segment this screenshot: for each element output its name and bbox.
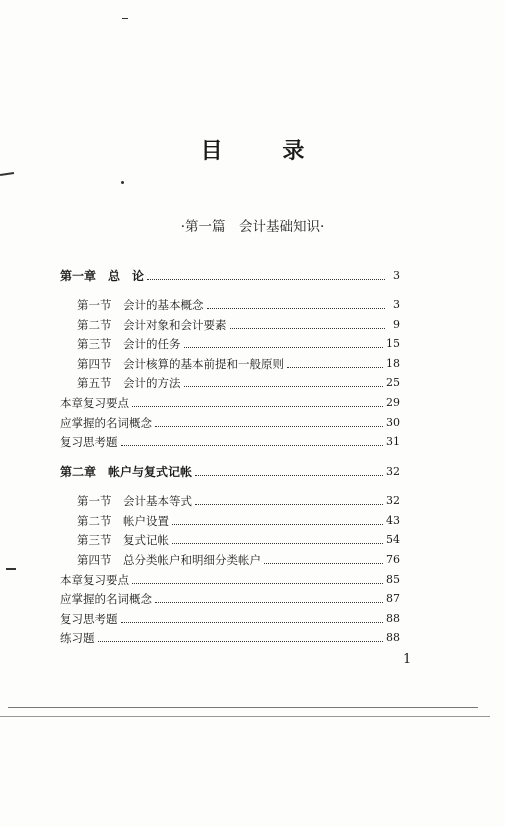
- dot-leader: [207, 307, 386, 309]
- toc-page: 30: [386, 416, 400, 429]
- dot-leader: [155, 601, 383, 603]
- toc-section[interactable]: [60, 491, 400, 509]
- toc-label: 本章复习要点: [60, 573, 129, 587]
- scan-speck: [6, 568, 16, 570]
- toc-label: 第一章 总 论: [60, 269, 145, 283]
- toc-label: 第三节 复式记帐: [77, 533, 169, 547]
- toc-label: 第四节 会计核算的基本前提和一般原则: [77, 357, 284, 371]
- toc-page: 54: [386, 533, 400, 546]
- toc-label: 第四节 总分类帐户和明细分类帐户: [77, 553, 261, 567]
- toc-item[interactable]: [60, 393, 400, 411]
- toc-page: 25: [386, 376, 400, 389]
- toc-label: 复习思考题: [60, 612, 118, 626]
- toc-page: 32: [386, 465, 400, 478]
- dot-leader: [132, 405, 383, 407]
- scan-edge-line: [0, 716, 490, 717]
- toc-section[interactable]: [60, 550, 400, 568]
- toc-label: 第一节 会计基本等式: [77, 494, 192, 508]
- toc-section[interactable]: [60, 530, 400, 548]
- dot-leader: [172, 542, 383, 544]
- scan-speck: [0, 172, 14, 175]
- toc-section[interactable]: [60, 315, 400, 333]
- toc-page: 9: [393, 318, 400, 331]
- part-heading: ·第一篇 会计基础知识·: [180, 219, 325, 235]
- scan-speck: [122, 18, 128, 19]
- toc-page: 3: [393, 269, 400, 282]
- toc-item[interactable]: [60, 628, 400, 646]
- toc-item[interactable]: [60, 589, 400, 607]
- toc-item[interactable]: [60, 413, 400, 431]
- toc-page: 29: [386, 396, 400, 409]
- toc-page: 18: [386, 357, 400, 370]
- toc-label: 第二节 会计对象和会计要素: [77, 318, 227, 332]
- dot-leader: [147, 278, 385, 280]
- toc-label: 第二章 帐户与复式记帐: [60, 465, 193, 479]
- toc-page: 76: [386, 553, 400, 566]
- page-number: 1: [403, 652, 412, 667]
- toc-page: 3: [393, 298, 400, 311]
- dot-leader: [230, 327, 386, 329]
- dot-leader: [195, 503, 383, 505]
- toc-chapter-2[interactable]: [60, 462, 400, 480]
- toc-section[interactable]: [60, 373, 400, 391]
- toc-page: 32: [386, 494, 400, 507]
- toc-section[interactable]: [60, 334, 400, 352]
- dot-leader: [184, 346, 384, 348]
- toc-label: 应掌握的名词概念: [60, 416, 152, 430]
- toc-chapter-1[interactable]: [60, 266, 400, 284]
- toc-item[interactable]: [60, 432, 400, 450]
- dot-leader: [195, 474, 383, 476]
- toc-item[interactable]: [60, 570, 400, 588]
- dot-leader: [184, 385, 384, 387]
- toc-label: 第五节 会计的方法: [77, 376, 181, 390]
- dot-leader: [98, 640, 384, 642]
- toc-label: 第一节 会计的基本概念: [77, 298, 204, 312]
- scan-edge-line: [8, 707, 478, 708]
- toc-section[interactable]: [60, 354, 400, 372]
- toc-page: 85: [386, 573, 400, 586]
- toc-label: 练习题: [60, 631, 95, 645]
- toc-label: 第三节 会计的任务: [77, 337, 181, 351]
- toc-label: 复习思考题: [60, 435, 118, 449]
- dot-leader: [287, 366, 383, 368]
- dot-leader: [172, 523, 383, 525]
- toc-title: 目 录: [200, 139, 331, 164]
- dot-leader: [121, 621, 384, 623]
- dot-leader: [155, 425, 383, 427]
- toc-page: 88: [386, 612, 400, 625]
- toc-page: 31: [386, 435, 400, 448]
- dot-leader: [264, 562, 383, 564]
- toc-section[interactable]: [60, 511, 400, 529]
- dot-leader: [121, 444, 384, 446]
- toc-page: 87: [386, 592, 400, 605]
- scan-speck: [121, 181, 124, 184]
- toc-page: 88: [386, 631, 400, 644]
- dot-leader: [132, 582, 383, 584]
- toc-label: 本章复习要点: [60, 396, 129, 410]
- toc-item[interactable]: [60, 609, 400, 627]
- toc-label: 应掌握的名词概念: [60, 592, 152, 606]
- toc-label: 第二节 帐户设置: [77, 514, 169, 528]
- toc-page: 15: [386, 337, 400, 350]
- toc-section[interactable]: [60, 295, 400, 313]
- toc-page: 43: [386, 514, 400, 527]
